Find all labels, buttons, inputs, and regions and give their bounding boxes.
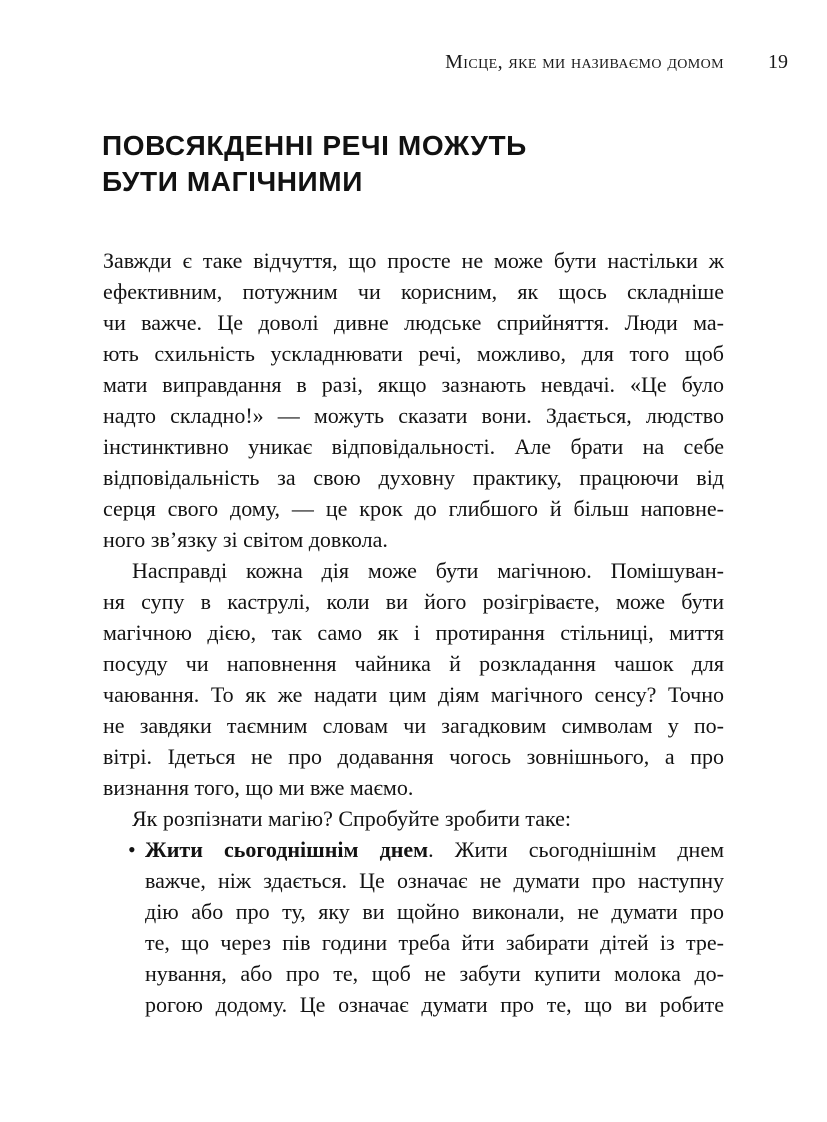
bullet-list-item [103,834,724,1020]
text-line: те, що через пів години треба йти забирати дітей із тре- [145,930,724,955]
text-line: відповідальність за свою духовну практику, працюючи від [103,465,724,490]
text-line: магічною дією, так само як і протирання стільниці, миття [103,620,724,645]
text-line: визнання того, що ми вже маємо. [103,775,414,800]
bullet-icon: • [128,837,136,862]
text-line: нування, або про те, щоб не забути купити молока до- [145,961,724,986]
chapter-title-line-1: ПОВСЯКДЕННІ РЕЧІ МОЖУТЬ [102,130,527,161]
text-line: вітрі. Ідеться не про додавання чогось зовнішнього, а про [103,744,724,769]
paragraph-1 [103,245,724,555]
page-number: 19 [768,51,788,73]
text-line: рогою додому. Це означає думати про те, що ви робите [145,992,724,1017]
text-line: не завдяки таємним словам чи загадковим символам у по- [103,713,724,738]
body-text [103,245,724,1020]
text-line: ють схильність ускладнювати речі, можливо, для того щоб [103,341,724,366]
text-line: надто складно!» — можуть сказати вони. Здається, людство [103,403,724,428]
chapter-title [102,128,527,200]
text-line: ного зв’язку зі світом довкола. [103,527,388,552]
text-line: Насправді кожна дія може бути магічною. Помішуван- [132,558,724,583]
text-line: Завжди є таке відчуття, що просте не може бути настільки ж [103,248,724,273]
text-line: серця свого дому, — це крок до глибшого й більш наповне- [103,496,724,521]
text-line: Як розпізнати магію? Спробуйте зробити таке: [132,806,572,831]
text-line: дію або про ту, яку ви щойно виконали, не думати про [145,899,724,924]
bullet-first-line [128,834,725,865]
paragraph-3 [103,803,724,834]
text-line: інстинктивно уникає відповідальності. Але брати на себе [103,434,724,459]
text-line: важче, ніж здається. Це означає не думати про наступну [145,868,724,893]
text-line: ефективним, потужним чи корисним, як щось складніше [103,279,724,304]
text-line: мати виправдання в разі, якщо зазнають невдачі. «Це було [103,372,724,397]
text-line: посуду чи наповнення чайника й розкладання чашок для [103,651,724,676]
page-header [103,51,788,74]
chapter-title-line-2: БУТИ МАГІЧНИМИ [102,166,363,197]
bullet-lead-bold: Жити сьогоднішнім днем [145,837,429,862]
text-line: чаювання. То як же надати цим діям магічного сенсу? Точно [103,682,724,707]
text-line: чи важче. Це доволі дивне людське сприйняття. Люди ма- [103,310,724,335]
paragraph-2 [103,555,724,803]
running-head-title: Місце, яке ми називаємо домом [445,51,724,73]
text-line: ня супу в каструлі, коли ви його розігріваєте, може бути [103,589,724,614]
bullet-lead-rest: . Жити сьогоднішнім днем [428,837,725,862]
